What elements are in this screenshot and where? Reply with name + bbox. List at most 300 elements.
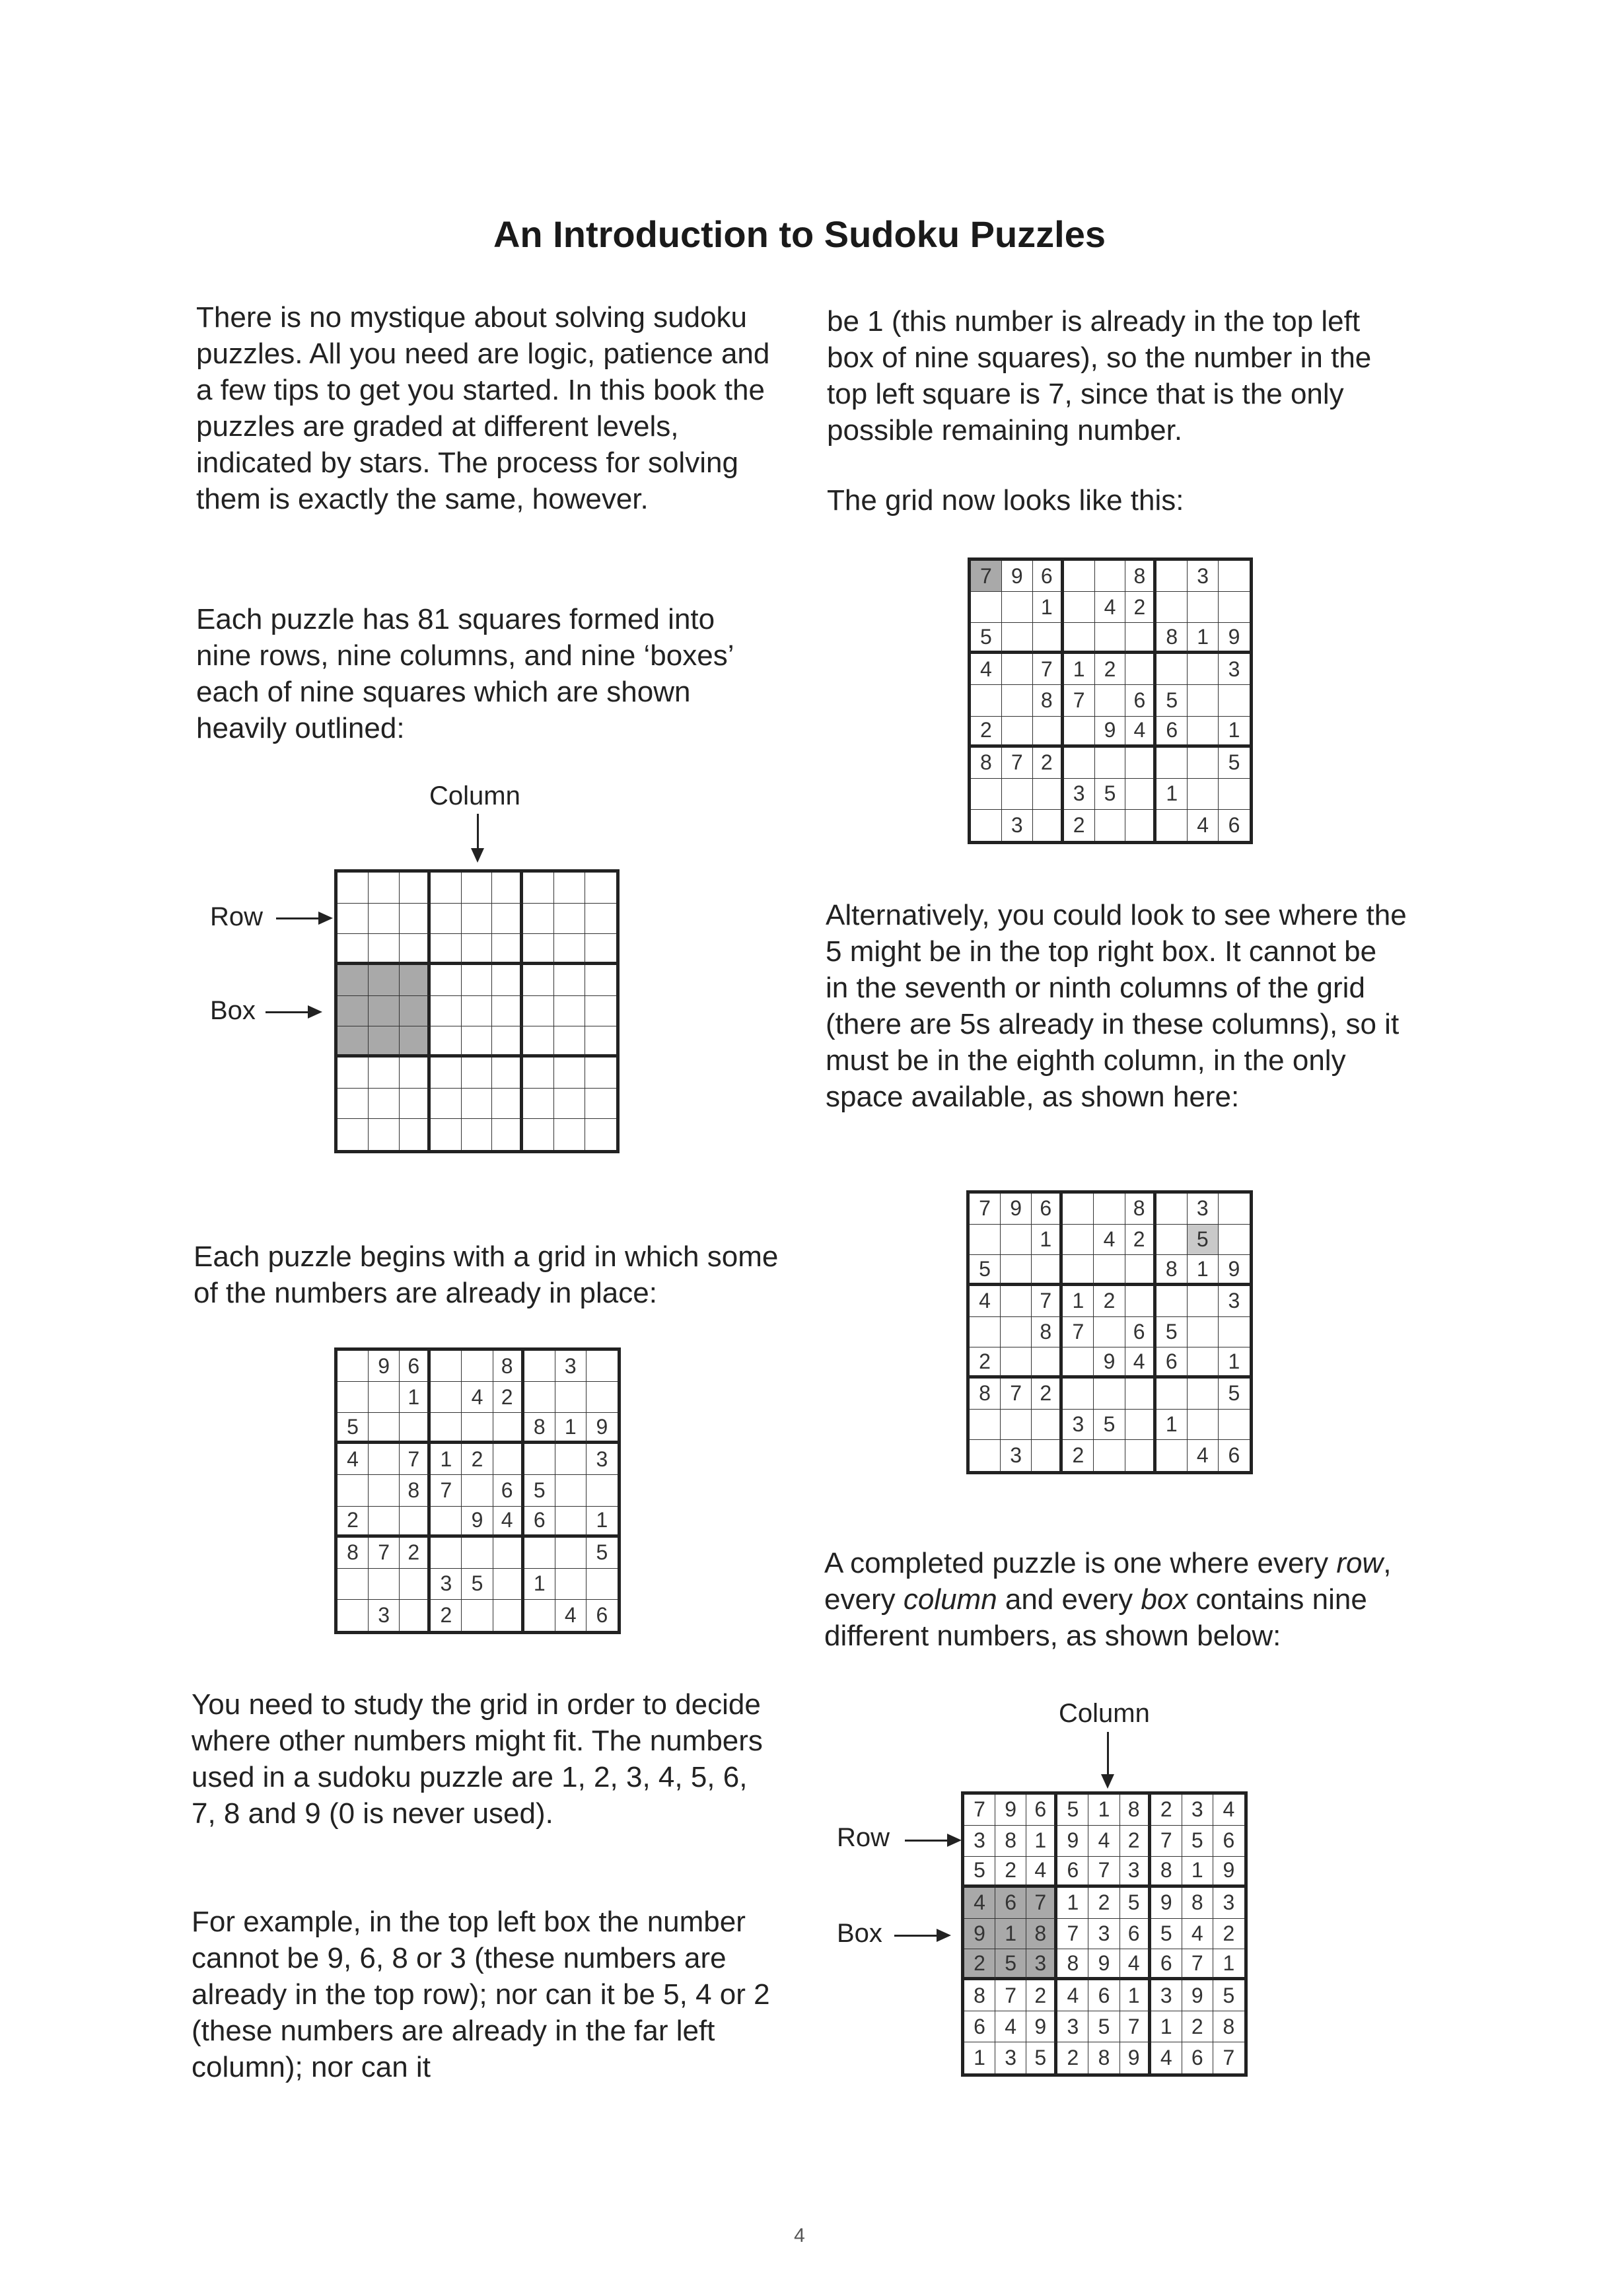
grid-cell: 3 <box>1151 1980 1182 2011</box>
grid-cell: 1 <box>431 1444 462 1475</box>
grid-cell <box>554 965 585 996</box>
grid-cell <box>369 1382 400 1413</box>
grid-cell: 6 <box>1228 1443 1240 1468</box>
grid-cell <box>369 1413 400 1444</box>
grid-cell <box>1156 1225 1188 1256</box>
grid-cell: 3 <box>1057 2011 1088 2042</box>
grid-cell <box>431 934 462 965</box>
grid-cell: 8 <box>1156 1255 1188 1286</box>
grid-cell <box>1156 1194 1188 1225</box>
grid-cell <box>585 1026 616 1058</box>
grid-cell <box>1156 561 1188 592</box>
grid-cell: 5 <box>586 1538 618 1569</box>
grid-cell: 1 <box>1156 1410 1188 1441</box>
grid-now-paragraph: The grid now looks like this: <box>827 484 1184 517</box>
grid-cell: 8 <box>1120 1795 1151 1826</box>
grid-cell <box>492 873 523 904</box>
grid-cell <box>1095 748 1126 779</box>
grid-cell <box>1063 1255 1094 1286</box>
grid-cell <box>585 1089 616 1120</box>
grid-cell: 3 <box>1120 1857 1151 1888</box>
grid-cell: 6 <box>1228 812 1240 837</box>
grid-cell: 4 <box>1026 1857 1057 1888</box>
grid-cell <box>586 1351 618 1382</box>
grid-cell <box>524 1382 555 1413</box>
grid-cell <box>971 592 1002 623</box>
grid-cell <box>400 1569 431 1600</box>
grid-cell: 7 <box>1032 1286 1063 1317</box>
grid-cell: 4 <box>1213 1795 1244 1826</box>
grid-cell: 3 <box>431 1569 462 1600</box>
grid-cell <box>338 1600 369 1631</box>
grid-cell: 1 <box>1219 1347 1250 1379</box>
grid-cell <box>586 1475 618 1506</box>
grid-cell <box>1188 779 1219 810</box>
grid-cell: 4 <box>970 1286 1001 1317</box>
completed-row-label: Row <box>837 1823 890 1852</box>
grid-cell <box>554 996 585 1027</box>
grid-cell: 1 <box>524 1569 555 1600</box>
grid-cell: 5 <box>995 1949 1026 1980</box>
grid-cell: 8 <box>1032 1317 1063 1348</box>
grid-cell: 7 <box>1182 1949 1213 1980</box>
grid-cell <box>462 996 493 1027</box>
grid-cell: 1 <box>1151 2011 1182 2042</box>
grid-cell: 6 <box>1088 1980 1119 2011</box>
grid-cell <box>971 685 1002 716</box>
grid-cell: 5 <box>1219 748 1250 779</box>
grid-cell <box>1156 1286 1188 1317</box>
grid-cell <box>492 996 523 1027</box>
grid-cell <box>1125 1255 1156 1286</box>
grid-cell: 5 <box>1156 1317 1188 1348</box>
grid-cell <box>462 1600 493 1631</box>
grid-cell: 3 <box>1063 1410 1094 1441</box>
grid-cell <box>493 1600 524 1631</box>
grid-cell: 7 <box>1064 685 1095 716</box>
grid-cell <box>369 1119 400 1150</box>
grid-cell <box>369 965 400 996</box>
grid-cell <box>431 1089 462 1120</box>
grid-cell <box>555 1444 586 1475</box>
grid-cell <box>1094 1194 1125 1225</box>
grid-cell <box>400 1026 431 1058</box>
grid-cell: 9 <box>369 1351 400 1382</box>
grid-cell: 8 <box>1033 685 1064 716</box>
grid-cell <box>338 1569 369 1600</box>
grid-cell: 3 <box>995 2042 1026 2073</box>
grid-cell <box>554 1089 585 1120</box>
grid-cell: 2 <box>1033 748 1064 779</box>
grid-cell <box>555 1569 586 1600</box>
grid-cell <box>554 1026 585 1058</box>
numbers-paragraph: You need to study the grid in order to decide where other numbers might fit. The numbers used in a sudoku puzzle are 1, 2, 3, 4, 5, 6, 7, 8 and 9 (0 is never used). <box>192 1688 763 1830</box>
grid-cell <box>585 965 616 996</box>
grid-cell: 6 <box>1156 717 1188 748</box>
grid-cell: 7 <box>1151 1826 1182 1857</box>
grid-cell <box>338 873 369 904</box>
grid-cell: 2 <box>1182 2011 1213 2042</box>
grid-cell: 2 <box>1063 1440 1094 1471</box>
grid-cell: 9 <box>1002 561 1033 592</box>
grid-cell <box>1002 779 1033 810</box>
grid-cell <box>431 1351 462 1382</box>
grid-cell: 5 <box>462 1569 493 1600</box>
grid-cell <box>369 1444 400 1475</box>
grid-cell <box>1219 1317 1250 1348</box>
row-arrow <box>276 917 330 919</box>
grid-cell <box>1125 1379 1156 1410</box>
grid-cell <box>338 1475 369 1506</box>
grid-cell: 5 <box>1094 1410 1125 1441</box>
grid-cell: 3 <box>1219 1286 1250 1317</box>
grid-cell: 2 <box>970 1347 1001 1379</box>
grid-cell <box>1219 1410 1250 1441</box>
grid-cell: 6 <box>995 1888 1026 1919</box>
grid-cell: 3 <box>1188 1194 1219 1225</box>
grid-cell: 2 <box>1057 2042 1088 2073</box>
grid-cell: 4 <box>1188 810 1219 841</box>
grid-cell <box>1001 1286 1032 1317</box>
grid-cell: 8 <box>995 1826 1026 1857</box>
grid-cell <box>431 873 462 904</box>
completed-puzzle-grid <box>961 1791 1248 2077</box>
grid-cell: 1 <box>1188 1255 1219 1286</box>
grid-cell: 9 <box>995 1795 1026 1826</box>
grid-cell <box>1001 1255 1032 1286</box>
grid-cell <box>400 1413 431 1444</box>
grid-cell <box>431 1026 462 1058</box>
grid-cell <box>493 1413 524 1444</box>
grid-cell: 4 <box>1094 1225 1125 1256</box>
grid-cell: 1 <box>1026 1826 1057 1857</box>
grid-cell: 9 <box>1120 2042 1151 2073</box>
grid-cell: 5 <box>338 1413 369 1444</box>
grid-cell <box>1125 779 1156 810</box>
grid-cell: 9 <box>1088 1949 1119 1980</box>
grid-cell: 3 <box>1064 779 1095 810</box>
completed-paragraph: A completed puzzle is one where every row, every column and every box contains nine different numbers, as shown below: <box>824 1547 1392 1652</box>
grid-cell <box>369 904 400 935</box>
grid-cell <box>524 1600 555 1631</box>
grid-cell <box>1001 1317 1032 1348</box>
grid-cell <box>492 965 523 996</box>
grid-cell <box>431 904 462 935</box>
grid-cell <box>338 1026 369 1058</box>
grid-cell: 1 <box>555 1413 586 1444</box>
grid-cell: 5 <box>1188 1225 1219 1256</box>
grid-cell <box>338 1351 369 1382</box>
grid-cell: 2 <box>1026 1980 1057 2011</box>
grid-cell: 7 <box>1026 1888 1057 1919</box>
grid-cell: 1 <box>1033 592 1064 623</box>
grid-cell <box>1188 685 1219 716</box>
completed-column-label: Column <box>1059 1699 1150 1728</box>
grid-cell <box>585 1058 616 1089</box>
grid-cell <box>492 934 523 965</box>
grid-cell <box>1125 1440 1156 1471</box>
grid-cell <box>585 996 616 1027</box>
grid-cell: 7 <box>995 1980 1026 2011</box>
grid-cell: 4 <box>1125 717 1156 748</box>
grid-cell: 8 <box>971 748 1002 779</box>
grid-cell <box>1032 1347 1063 1379</box>
grid-cell: 3 <box>964 1826 995 1857</box>
grid-cell: 7 <box>970 1194 1001 1225</box>
grid-cell <box>462 965 493 996</box>
grid-cell <box>1033 623 1064 654</box>
grid-cell <box>1125 1410 1156 1441</box>
grid-cell: 5 <box>1095 779 1126 810</box>
grid-cell <box>1219 685 1250 716</box>
grid-cell: 6 <box>1125 1317 1156 1348</box>
grid-cell: 6 <box>596 1602 608 1627</box>
example-paragraph: For example, in the top left box the number cannot be 9, 6, 8 or 3 (these numbers are already in the top row); nor can it be 5, 4 or 2 (these numbers are already in the far left column); nor can it <box>192 1906 770 2083</box>
grid-cell <box>1001 1347 1032 1379</box>
grid-cell <box>1156 592 1188 623</box>
grid-cell: 9 <box>1182 1980 1213 2011</box>
grid-cell: 5 <box>1156 685 1188 716</box>
grid-cell <box>1064 748 1095 779</box>
grid-cell: 4 <box>1188 1440 1219 1471</box>
grid-cell <box>1094 1255 1125 1286</box>
grid-cell <box>431 1413 462 1444</box>
grid-cell <box>400 1507 431 1538</box>
grid-cell: 3 <box>1088 1919 1119 1950</box>
grid-cell <box>1063 1225 1094 1256</box>
grid-cell <box>1064 561 1095 592</box>
grid-cell <box>970 1225 1001 1256</box>
grid-cell <box>1125 748 1156 779</box>
grid-cell: 7 <box>1088 1857 1119 1888</box>
grid-cell: 5 <box>1151 1919 1182 1950</box>
grid-cell <box>1094 1440 1125 1471</box>
grid-cell <box>369 1089 400 1120</box>
step2-puzzle-grid <box>966 1190 1253 1474</box>
grid-cell: 2 <box>431 1600 462 1631</box>
grid-cell <box>1094 1379 1125 1410</box>
grid-cell: 5 <box>1182 1826 1213 1857</box>
grid-cell <box>400 934 431 965</box>
grid-cell: 5 <box>1213 1980 1244 2011</box>
grid-cell <box>400 965 431 996</box>
grid-cell: 7 <box>369 1538 400 1569</box>
grid-cell <box>1219 1194 1250 1225</box>
column-emphasis: column <box>903 1583 997 1616</box>
grid-cell: 5 <box>1057 1795 1088 1826</box>
grid-cell <box>1095 685 1126 716</box>
grid-cell: 7 <box>971 561 1002 592</box>
grid-cell: 2 <box>964 1949 995 1980</box>
grid-cell: 5 <box>524 1475 555 1506</box>
grid-cell: 4 <box>1088 1826 1119 1857</box>
grid-cell <box>1064 592 1095 623</box>
grid-cell: 8 <box>1156 623 1188 654</box>
grid-cell: 6 <box>1032 1194 1063 1225</box>
grid-cell <box>400 996 431 1027</box>
grid-cell: 1 <box>586 1507 618 1538</box>
grid-cell <box>555 1475 586 1506</box>
grid-cell <box>523 904 554 935</box>
grid-cell: 9 <box>462 1507 493 1538</box>
grid-cell <box>462 1119 493 1150</box>
grid-cell: 4 <box>493 1507 524 1538</box>
grid-cell <box>585 934 616 965</box>
grid-cell: 8 <box>1125 561 1156 592</box>
starting-grid-paragraph: Each puzzle begins with a grid in which some of the numbers are already in place: <box>194 1240 779 1309</box>
grid-cell <box>338 1382 369 1413</box>
grid-cell <box>369 996 400 1027</box>
grid-cell: 2 <box>1120 1826 1151 1857</box>
grid-cell <box>970 1440 1001 1471</box>
grid-cell: 7 <box>1057 1919 1088 1950</box>
grid-cell: 7 <box>1120 2011 1151 2042</box>
grid-cell <box>1125 810 1156 841</box>
grid-cell <box>369 873 400 904</box>
grid-cell <box>492 904 523 935</box>
grid-cell <box>1188 1379 1219 1410</box>
grid-cell <box>523 1119 554 1150</box>
grid-cell <box>1188 748 1219 779</box>
grid-cell <box>1033 810 1064 841</box>
grid-cell <box>970 1317 1001 1348</box>
grid-cell: 9 <box>1151 1888 1182 1919</box>
grid-cell <box>1095 810 1126 841</box>
grid-cell: 9 <box>1001 1194 1032 1225</box>
grid-cell <box>338 996 369 1027</box>
grid-structure-paragraph: Each puzzle has 81 squares formed into nine rows, nine columns, and nine ‘boxes’ each of nine squares which are shown heavily outlined: <box>196 603 733 744</box>
grid-cell <box>1156 654 1188 685</box>
row-emphasis: row <box>1336 1547 1384 1579</box>
grid-cell <box>971 810 1002 841</box>
grid-cell <box>338 1119 369 1150</box>
grid-cell: 8 <box>1182 1888 1213 1919</box>
grid-cell: 8 <box>1125 1194 1156 1225</box>
grid-cell: 3 <box>1182 1795 1213 1826</box>
box-arrow <box>266 1011 320 1013</box>
grid-cell <box>493 1538 524 1569</box>
grid-cell: 8 <box>1151 1857 1182 1888</box>
grid-cell <box>338 1089 369 1120</box>
grid-cell <box>462 1026 493 1058</box>
grid-cell: 8 <box>970 1379 1001 1410</box>
grid-cell <box>492 1026 523 1058</box>
grid-cell <box>1002 654 1033 685</box>
grid-cell <box>400 873 431 904</box>
grid-cell: 8 <box>493 1351 524 1382</box>
grid-cell <box>369 1026 400 1058</box>
grid-cell: 8 <box>400 1475 431 1506</box>
grid-cell: 4 <box>1125 1347 1156 1379</box>
grid-cell <box>431 996 462 1027</box>
grid-cell: 1 <box>1182 1857 1213 1888</box>
grid-cell: 1 <box>1032 1225 1063 1256</box>
grid-cell <box>462 904 493 935</box>
grid-cell: 9 <box>964 1919 995 1950</box>
grid-cell: 1 <box>1219 717 1250 748</box>
grid-cell: 9 <box>1213 1857 1244 1888</box>
grid-cell <box>431 1058 462 1089</box>
completed-box-arrow <box>894 1935 948 1937</box>
grid-cell: 7 <box>1001 1379 1032 1410</box>
box-emphasis: box <box>1141 1583 1188 1616</box>
grid-cell: 9 <box>1057 1826 1088 1857</box>
grid-cell <box>1001 1225 1032 1256</box>
grid-cell: 3 <box>1213 1888 1244 1919</box>
grid-cell: 7 <box>400 1444 431 1475</box>
completed-row-arrow <box>905 1840 959 1842</box>
grid-cell: 8 <box>1057 1949 1088 1980</box>
grid-cell <box>555 1538 586 1569</box>
grid-cell: 2 <box>400 1538 431 1569</box>
box-label: Box <box>210 996 256 1025</box>
grid-cell <box>462 934 493 965</box>
grid-cell <box>523 1089 554 1120</box>
grid-cell <box>462 1538 493 1569</box>
grid-cell: 6 <box>1156 1347 1188 1379</box>
grid-cell <box>523 873 554 904</box>
grid-cell: 1 <box>995 1919 1026 1950</box>
grid-cell: 4 <box>1151 2042 1182 2073</box>
grid-cell <box>585 1119 616 1150</box>
grid-cell <box>369 1058 400 1089</box>
grid-cell: 2 <box>1125 592 1156 623</box>
grid-cell: 2 <box>462 1444 493 1475</box>
grid-cell <box>1064 623 1095 654</box>
grid-cell <box>369 1507 400 1538</box>
row-label: Row <box>210 902 264 931</box>
grid-cell: 1 <box>964 2042 995 2073</box>
grid-cell: 6 <box>1057 1857 1088 1888</box>
grid-cell <box>1188 654 1219 685</box>
grid-cell: 9 <box>1095 717 1126 748</box>
grid-cell: 6 <box>1151 1949 1182 1980</box>
grid-cell <box>462 1475 493 1506</box>
step1-puzzle-grid <box>968 557 1253 844</box>
grid-cell: 2 <box>1095 654 1126 685</box>
grid-cell <box>1033 779 1064 810</box>
grid-cell <box>338 904 369 935</box>
grid-cell <box>1002 717 1033 748</box>
column-label: Column <box>429 781 520 810</box>
grid-cell <box>524 1444 555 1475</box>
grid-cell <box>338 1058 369 1089</box>
grid-cell <box>1032 1410 1063 1441</box>
grid-cell <box>586 1569 618 1600</box>
grid-cell <box>1125 654 1156 685</box>
grid-cell <box>554 1119 585 1150</box>
grid-cell <box>369 1475 400 1506</box>
grid-cell: 9 <box>1094 1347 1125 1379</box>
grid-cell: 6 <box>1182 2042 1213 2073</box>
grid-cell <box>523 965 554 996</box>
grid-cell: 6 <box>524 1507 555 1538</box>
grid-cell: 7 <box>964 1795 995 1826</box>
grid-cell <box>493 1444 524 1475</box>
grid-cell: 1 <box>1213 1949 1244 1980</box>
grid-cell <box>1156 1379 1188 1410</box>
grid-cell: 2 <box>338 1507 369 1538</box>
grid-cell <box>1002 623 1033 654</box>
grid-cell: 6 <box>1120 1919 1151 1950</box>
grid-cell <box>1001 1410 1032 1441</box>
grid-cell: 8 <box>524 1413 555 1444</box>
grid-cell: 6 <box>400 1351 431 1382</box>
grid-cell: 6 <box>1125 685 1156 716</box>
grid-cell: 2 <box>1213 1919 1244 1950</box>
grid-cell <box>1156 810 1188 841</box>
grid-cell: 1 <box>1088 1795 1119 1826</box>
